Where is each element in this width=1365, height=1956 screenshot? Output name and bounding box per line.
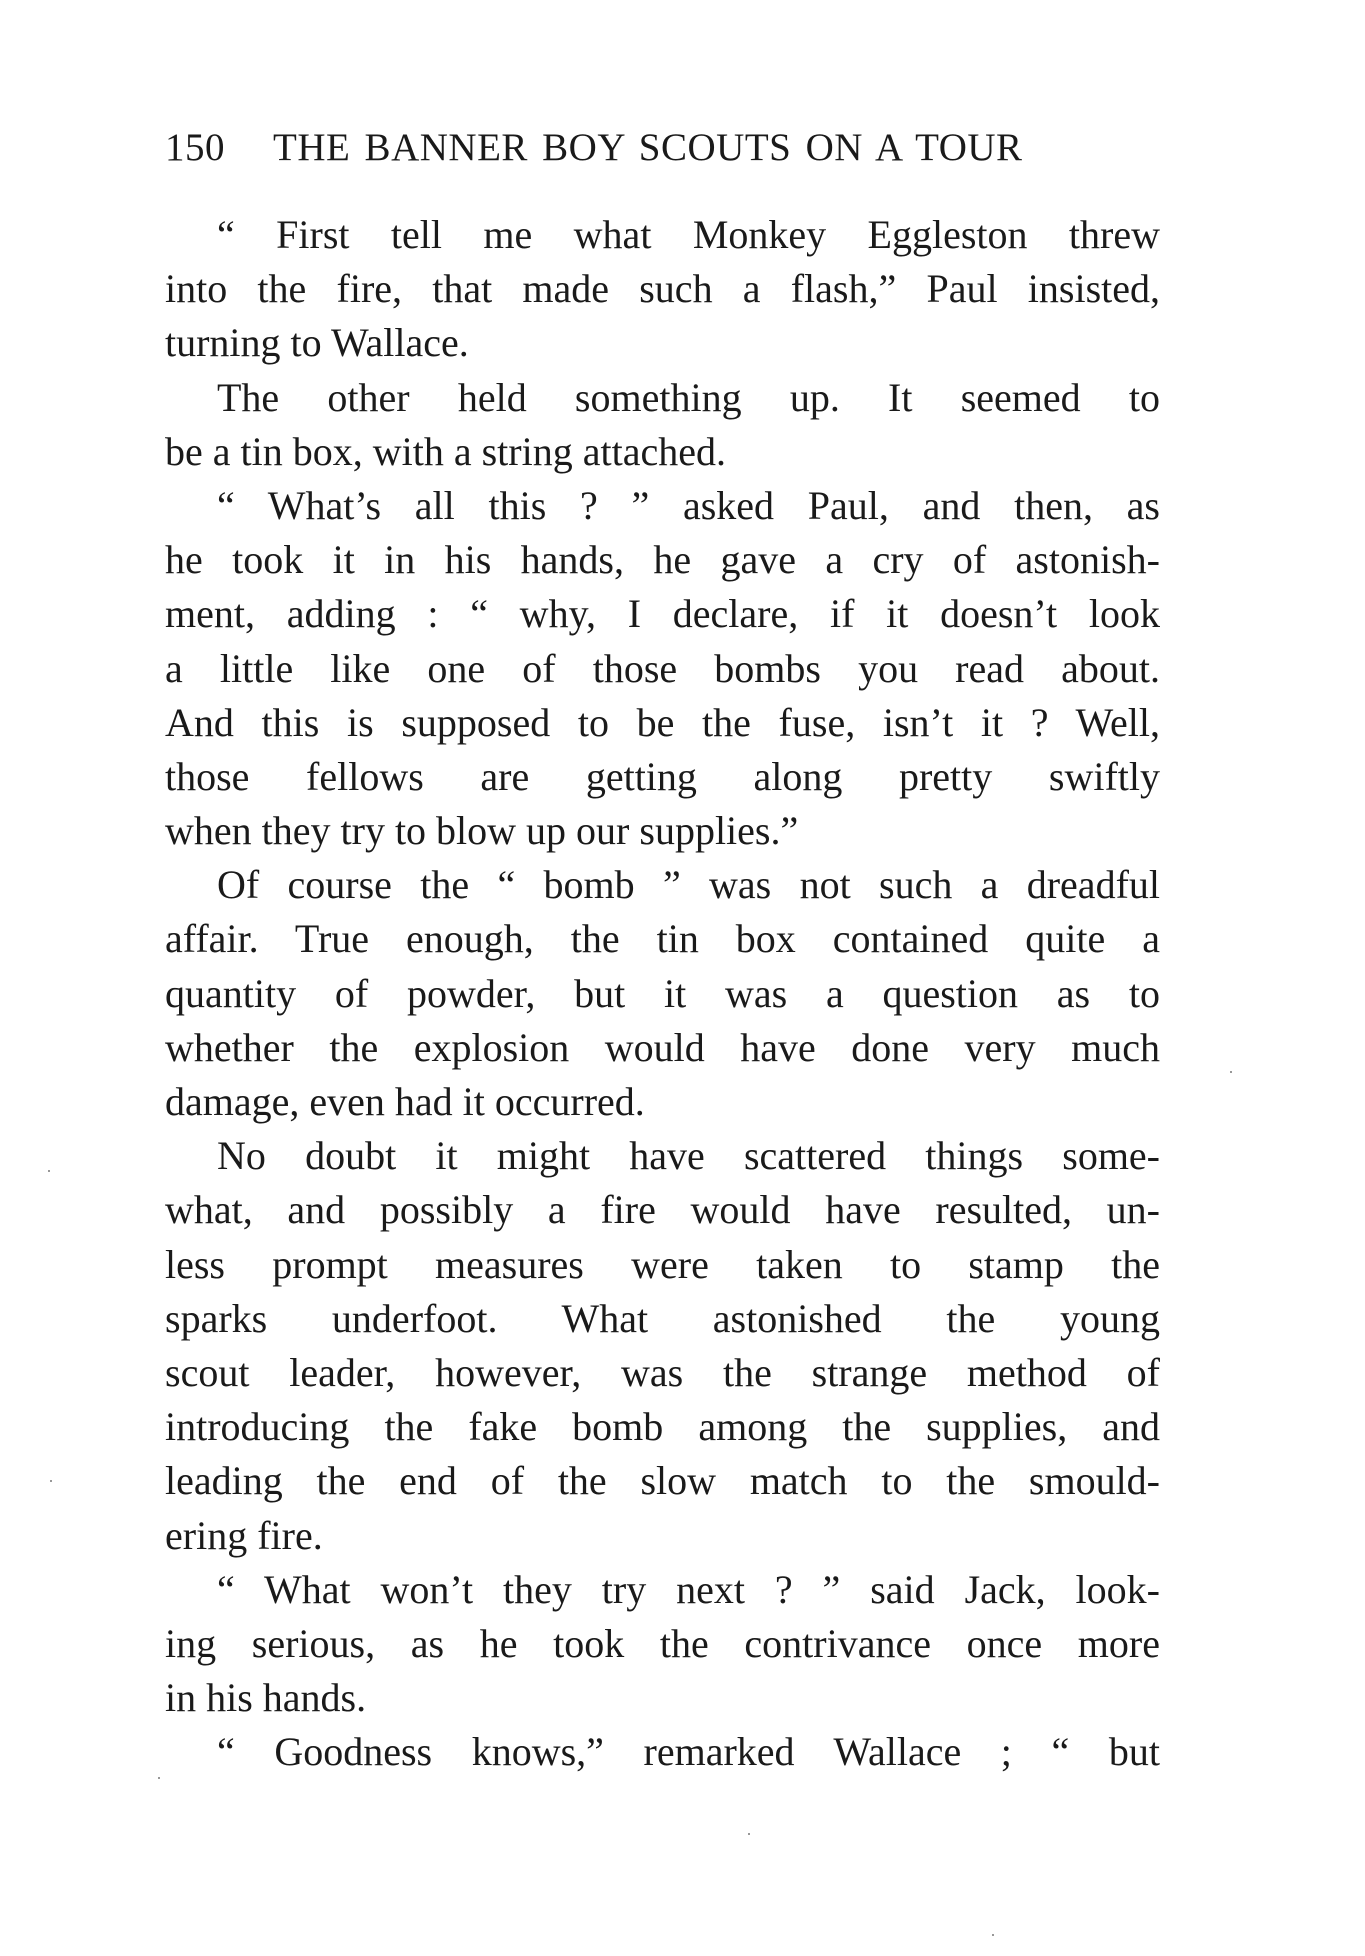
- text-line: leading the end of the slow match to the smould-: [165, 1458, 1160, 1504]
- text-line: scout leader, however, was the strange method of: [165, 1349, 1160, 1395]
- text-line: sparks underfoot. What astonished the young: [165, 1295, 1160, 1341]
- text-line: ing serious, as he took the contrivance once more: [165, 1620, 1160, 1666]
- scan-speck: [50, 1480, 52, 1482]
- page-number: 150: [165, 126, 225, 169]
- text-line: quantity of powder, but it was a question as to: [165, 970, 1160, 1016]
- text-line: The other held something up. It seemed to: [217, 374, 1160, 420]
- text-line: those fellows are getting along pretty swiftly: [165, 753, 1160, 799]
- text-line: what, and possibly a fire would have resulted, un-: [165, 1187, 1160, 1233]
- text-line: when they try to blow up our supplies.”: [165, 808, 799, 854]
- text-line: And this is supposed to be the fuse, isn’t it ? Well,: [165, 699, 1160, 745]
- text-line: No doubt it might have scattered things some-: [217, 1133, 1160, 1179]
- text-line: in his hands.: [165, 1675, 367, 1721]
- text-line: a little like one of those bombs you read about.: [165, 645, 1160, 691]
- page-header: [165, 125, 1160, 181]
- text-line: turning to Wallace.: [165, 320, 469, 366]
- text-line: ment, adding : “ why, I declare, if it doesn’t look: [165, 591, 1160, 637]
- scan-speck: [48, 1170, 50, 1172]
- text-line: damage, even had it occurred.: [165, 1079, 645, 1124]
- text-line: affair. True enough, the tin box contained quite a: [165, 916, 1160, 962]
- text-line: ering fire.: [165, 1512, 323, 1558]
- scan-speck: [158, 1777, 160, 1779]
- text-line: “ First tell me what Monkey Eggleston threw: [217, 212, 1160, 257]
- text-line: less prompt measures were taken to stamp the: [165, 1241, 1160, 1287]
- text-line: whether the explosion would have done very much: [165, 1024, 1160, 1070]
- scan-speck: [992, 1934, 994, 1936]
- scan-speck: [1230, 1071, 1232, 1073]
- scan-speck: [748, 1833, 750, 1835]
- text-line: he took it in his hands, he gave a cry of astonish-: [165, 537, 1160, 583]
- text-line: be a tin box, with a string attached.: [165, 428, 726, 474]
- text-line: “ What’s all this ? ” asked Paul, and then, as: [217, 482, 1160, 528]
- running-head: THE BANNER BOY SCOUTS ON A TOUR: [273, 126, 1023, 169]
- text-line: Of course the “ bomb ” was not such a dreadful: [217, 862, 1160, 908]
- text-line: introducing the fake bomb among the supplies, and: [165, 1404, 1160, 1450]
- body-text: [165, 208, 1160, 1779]
- text-line: “ What won’t they try next ? ” said Jack, look-: [217, 1566, 1160, 1612]
- text-line: “ Goodness knows,” remarked Wallace ; “ but: [217, 1729, 1160, 1775]
- text-line: into the fire, that made such a flash,” Paul insisted,: [165, 266, 1160, 312]
